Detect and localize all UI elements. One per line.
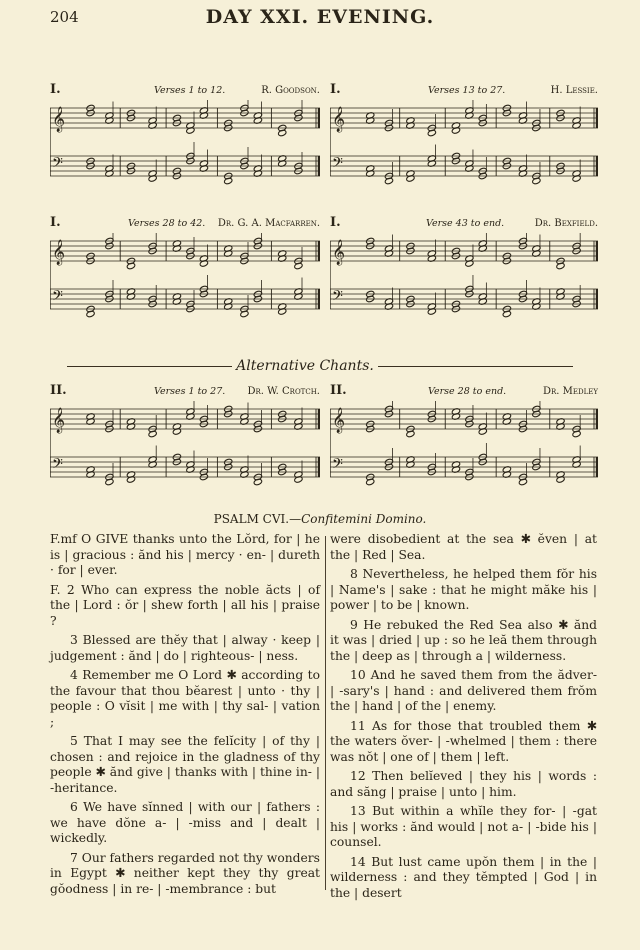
chant-1 <box>50 82 320 190</box>
page-title: DAY XXI. EVENING. <box>205 6 435 28</box>
psalm-verse: 6 We have sĭnned | with our | fathers : we have dŏne a- | -miss and | dealt | wickedly. <box>50 800 320 845</box>
svg-text:𝄢: 𝄢 <box>332 456 343 476</box>
svg-text:𝄞: 𝄞 <box>52 107 66 132</box>
chant-number: II. <box>50 383 67 398</box>
chant-6 <box>330 383 598 491</box>
chant-2 <box>330 82 598 190</box>
psalm-verse: 14 But lust came upŏn them | in the | wilderness : and they tĕmpted | God | in the | desert <box>330 854 597 900</box>
rule-left <box>67 366 232 367</box>
chant-composer: H. Lessie. <box>550 85 598 96</box>
psalm-column-right <box>330 532 597 905</box>
chant-verses: Verses 1 to 12. <box>154 85 226 96</box>
chant-composer: Dr. G. A. Macfarren. <box>217 218 320 229</box>
psalm-verse: 8 Nevertheless, he helped them fŏr his | Name's | sake : that he might măke his | power | to be | known. <box>330 567 597 612</box>
psalm-verse: 3 Blessed are thĕy that | alway · keep | judgement : ănd | do | righteous- | ness. <box>50 633 320 663</box>
alternative-chants-label: Alternative Chants. <box>236 358 374 374</box>
psalm-verse: 11 As for those that troubled them ✱ the waters ŏver- | -whelmed | them : there was nŏt | one of | them | left. <box>330 718 597 764</box>
psalm-verse: were disobedient at the sea ✱ ĕven | at the | Red | Sea. <box>330 532 597 562</box>
svg-text:𝄢: 𝄢 <box>52 456 63 476</box>
svg-text:𝄢: 𝄢 <box>332 288 343 308</box>
chant-5 <box>50 383 320 491</box>
chant-composer: Dr. Bexfield. <box>534 218 598 229</box>
svg-text:𝄞: 𝄞 <box>332 240 346 265</box>
svg-text:𝄞: 𝄞 <box>52 408 66 433</box>
column-divider <box>325 536 326 890</box>
chant-4 <box>330 215 598 323</box>
chant-number: I. <box>330 215 341 230</box>
svg-text:𝄢: 𝄢 <box>52 288 63 308</box>
chant-number: II. <box>330 383 347 398</box>
psalm-latin-title: Confitemini Domino. <box>301 512 427 526</box>
svg-text:𝄢: 𝄢 <box>332 155 343 175</box>
psalm-title <box>0 512 640 526</box>
music-score <box>50 100 320 190</box>
psalm-verse: F.mf O GIVE thanks unto the Lŏrd, for | he is | gracious : ănd his | mercy · en- | dureth · for | ever. <box>50 532 320 577</box>
alternative-chants-heading <box>0 358 640 374</box>
chant-composer: Dr. W. Crotch. <box>247 386 320 397</box>
psalm-verse: 5 That I may see the felĭcity | of thy | chosen : and rejoice in the gladness of thy people ✱ ănd give | thanks with | thine in- | -heritance. <box>50 734 320 795</box>
psalm-verse: 4 Remember me O Lord ✱ according to the favour that thou bĕarest | unto · thy | people : O vĭsit | me with | thy sal- | vation ; <box>50 668 320 729</box>
svg-text:𝄞: 𝄞 <box>332 107 346 132</box>
psalm-verse: F. 2 Who can express the noble ăcts | of the | Lord : ŏr | shew forth | all his | praise ? <box>50 582 320 628</box>
chant-verses: Verse 28 to end. <box>428 386 507 397</box>
psalm-verse: 12 Then belĭeved | they his | words : and săng | praise | unto | him. <box>330 769 597 799</box>
music-score <box>330 100 598 190</box>
music-score <box>330 233 598 323</box>
chant-verses: Verse 43 to end. <box>426 218 505 229</box>
music-score <box>50 401 320 491</box>
chant-number: I. <box>330 82 341 97</box>
music-score <box>50 233 320 323</box>
chant-verses: Verses 13 to 27. <box>428 85 506 96</box>
music-score <box>330 401 598 491</box>
chant-number: I. <box>50 215 61 230</box>
psalm-number: PSALM CVI.— <box>213 512 302 526</box>
chant-verses: Verses 1 to 27. <box>154 386 226 397</box>
chant-3 <box>50 215 320 323</box>
svg-text:𝄞: 𝄞 <box>52 240 66 265</box>
psalm-verse: 13 But within a whĭle they for- | -gat his | works : ănd would | not a- | -bide his | counsel. <box>330 804 597 849</box>
psalm-verse: 10 And he saved them from the ădver- | -sary's | hand : and delivered them frŏm the | hand | of the | enemy. <box>330 668 597 713</box>
svg-text:𝄞: 𝄞 <box>332 408 346 433</box>
psalm-verse: 9 He rebuked the Red Sea also ✱ ănd it was | dried | up : so he leă them through the | deep as | through a | wilderness. <box>330 617 597 663</box>
chant-composer: R. Goodson. <box>261 85 320 96</box>
rule-right <box>378 366 573 367</box>
chant-verses: Verses 28 to 42. <box>128 218 206 229</box>
page-number: 204 <box>50 8 79 26</box>
chant-number: I. <box>50 82 61 97</box>
psalm-column-left <box>50 532 320 901</box>
chant-composer: Dr. Medley <box>543 386 598 397</box>
psalm-verse: 7 Our fathers regarded not thy wonders in Egypt ✱ neither kept they thy great gŏodness | in re- | -membrance : but <box>50 850 320 896</box>
svg-text:𝄢: 𝄢 <box>52 155 63 175</box>
